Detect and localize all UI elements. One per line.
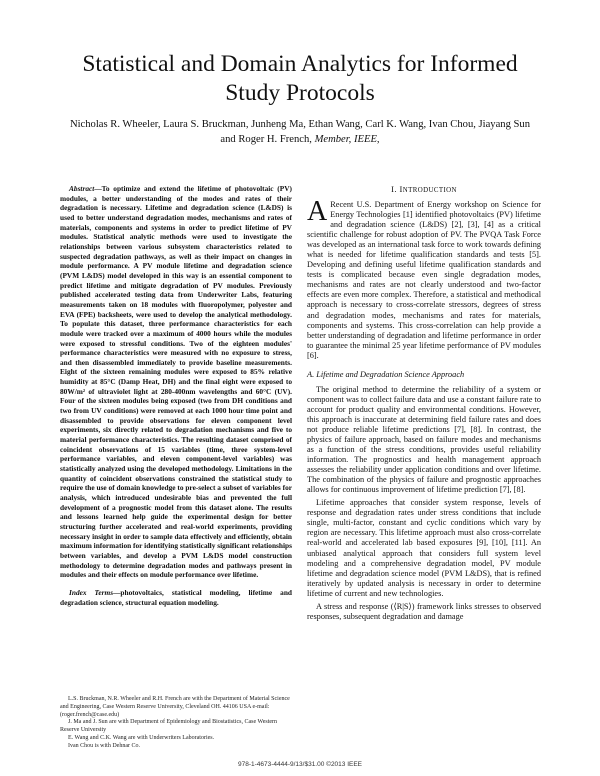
intro-paragraph-2: The original method to determine the reliability of a system or component was to collect failure data and use a constant failure rate to account for product quality and environmental conditions. However, this approach is inaccurate at determining field failure rates and does not produce reliable lifetime predictions [7], [8]. In contrast, the physics of failure approach, based on failure modes and mechanisms as a function of the stress conditions, provides useful reliability information. The prognostics and health management approach assesses the reliability under application conditions and over lifetime. The combination of the physics of failure and prognostic approaches allows for continuous improvement of lifetime prediction [7], [8]. xyxy=(307,384,541,495)
author-footnotes xyxy=(60,696,292,751)
footnote: E. Wang and C.K. Wang are with Underwriters Laboratories. xyxy=(68,734,215,741)
section-numeral: I. xyxy=(391,184,397,194)
intro-paragraph-1 xyxy=(307,196,541,361)
drop-cap: A xyxy=(307,196,328,227)
index-terms-lead: Index Terms xyxy=(69,587,114,597)
footnote: L.S. Bruckman, N.R. Wheeler and R.H. French are with the Department of Material Science and Engineering, Case Western Reserve University, Cleveland OH. 44106 USA e-mail: (roger.french@case.edu) xyxy=(60,696,290,718)
heading-rest: NTRODUCTION xyxy=(402,187,457,194)
abstract xyxy=(60,184,292,580)
title-line-1: Statistical and Domain Analytics for Informed xyxy=(82,51,518,77)
heading-first-letter: I xyxy=(399,184,403,194)
member-designation: Member, IEEE, xyxy=(314,134,380,145)
intro-paragraph-1-text: Recent U.S. Department of Energy workshop on Science for Energy Technologies [1] identified photovoltaics (PV) lifetime and degradation science (L&DS) [2], [3], [4] as a critical scientific challenge for robust adoption of PV. The PVQA Task Force was developed as an international task force to work towards defining what is needed for lifetime qualification standards and tests [5]. Developing and defining useful lifetime qualification standards and tests is complicated because even single degradation modes, mechanisms and rates are not clearly understood and two-factor effects are even more complex. Therefore, a statistical and methodical approach is necessary to cross-correlate stressors, degrees of stress and degradation modes, mechanisms and rates for materials, components and systems. This cross-correlation can help provide a better understanding of degradation and lifetime performance in order to guarantee the minimal 25 year lifetime performance of PV modules [6]. xyxy=(307,200,541,360)
authors-line-1: Nicholas R. Wheeler, Laura S. Bruckman, Junheng Ma, Ethan Wang, Carl K. Wang, Ivan Chou, Jiayang Sun xyxy=(69,119,531,130)
right-column xyxy=(307,184,541,622)
author-list xyxy=(40,117,560,147)
footnote: J. Ma and J. Sun are with Department of Epidemiology and Biostatistics, Case Western Reserve University xyxy=(60,719,278,734)
intro-paragraph-3: Lifetime approaches that consider system response, levels of response and degradation rates under stress conditions that include single, multi-factor, constant and cyclic conditions which vary by region are necessary. This lifetime approach must also cross-correlate real-world and accelerated lab based exposures [9], [10], [11]. An unbiased analytical approach that considers full system level modeling and a comprehensive degradation model, PV module lifetime and degradation science model (PVM L&DS), that is refined iteratively by updated analysis is necessary in order to determine lifetime of current and new technologies. xyxy=(307,498,541,598)
intro-paragraph-4: A stress and response (⟨R|S⟩) framework links stresses to observed responses, subsequent degradation and damage xyxy=(307,601,541,621)
abstract-text: —To optimize and extend the lifetime of photovoltaic (PV) modules, a better understanding of the modes and rates of their degradation is necessary. Lifetime and degradation science (L&DS) is used to better understand degradation modes, mechanisms and rates of materials, components and systems in order to predict lifetime of PV modules. Statistical analytic methods were used to investigate the relationships between various subsystem characteristics related to suspected degradation pathways, as well as their impact on changes in module performance. A PV module lifetime and degradation science (PVM L&DS) model developed in this way is an essential component to predict lifetime and mitigate degradation of PV modules. Previously published accelerated testing data from Underwriter Labs, featuring measurements taken on 18 modules with fluoropolymer, polyester and EVA (FPE) backsheets, were used to develop the analytical methodology. To populate this dataset, three performance characteristics for each module were tracked over a maximum of 4000 hours while the modules were exposed to stressful conditions. Two of the eighteen modules' performance characteristics were measured with no exposure to stress, and then disassembled immediately to provide baseline measurements. Eight of the sixteen remaining modules were exposed to 85% relative humidity at 85°C (Damp Heat, DH) and the final eight were exposed to 80W/m² of ultraviolet light at 280-400nm wavelengths and 60°C (UV). Four of the sixteen modules being exposed (two from DH conditions and two from UV conditions) were removed at each 1000 hour time point and disassembled to provide observations for eleven component level experiments, six directly related to degradation mechanisms and five to material performance characteristics. The resulting dataset comprised of coincident observations of 15 variables (time, three system-level performance variables, and eleven component-level variables) was statistically analyzed using the developed methodology. Limitations in the quantity of coincident observations constrained the statistical study to require the use of domain knowledge to pre-select a subset of variables for analysis, which introduced undesirable bias and prevented the full development of a prognostic model from this dataset alone. The results and lessons learned help guide the experimental design for better structuring further accelerated and real-world experiments, providing necessary insight in order to sample data effectively and efficiently, obtain maximum information for identifying statistically significant relationships between variables, and develop a PVM L&DS model construction methodology to determine degradation modes and pathways present in modules and their effects on module performance over lifetime. xyxy=(60,184,292,580)
subsection-heading: A. Lifetime and Degradation Science Approach xyxy=(307,369,465,379)
authors-line-2: and Roger H. French, xyxy=(220,134,312,145)
copyright-notice: 978-1-4673-4444-9/13/$31.00 ©2013 IEEE xyxy=(237,761,363,768)
paper-title xyxy=(40,50,560,108)
index-terms xyxy=(60,588,292,607)
introduction-heading xyxy=(307,184,541,194)
footnote: Ivan Chou is with Dehnar Co. xyxy=(68,742,140,749)
index-terms-text: —photovoltaics, statistical modeling, lifetime and degradation science, structural equation modeling. xyxy=(60,587,292,607)
abstract-lead: Abstract xyxy=(69,184,95,193)
left-column xyxy=(60,184,292,607)
title-line-2: Study Protocols xyxy=(225,80,375,106)
